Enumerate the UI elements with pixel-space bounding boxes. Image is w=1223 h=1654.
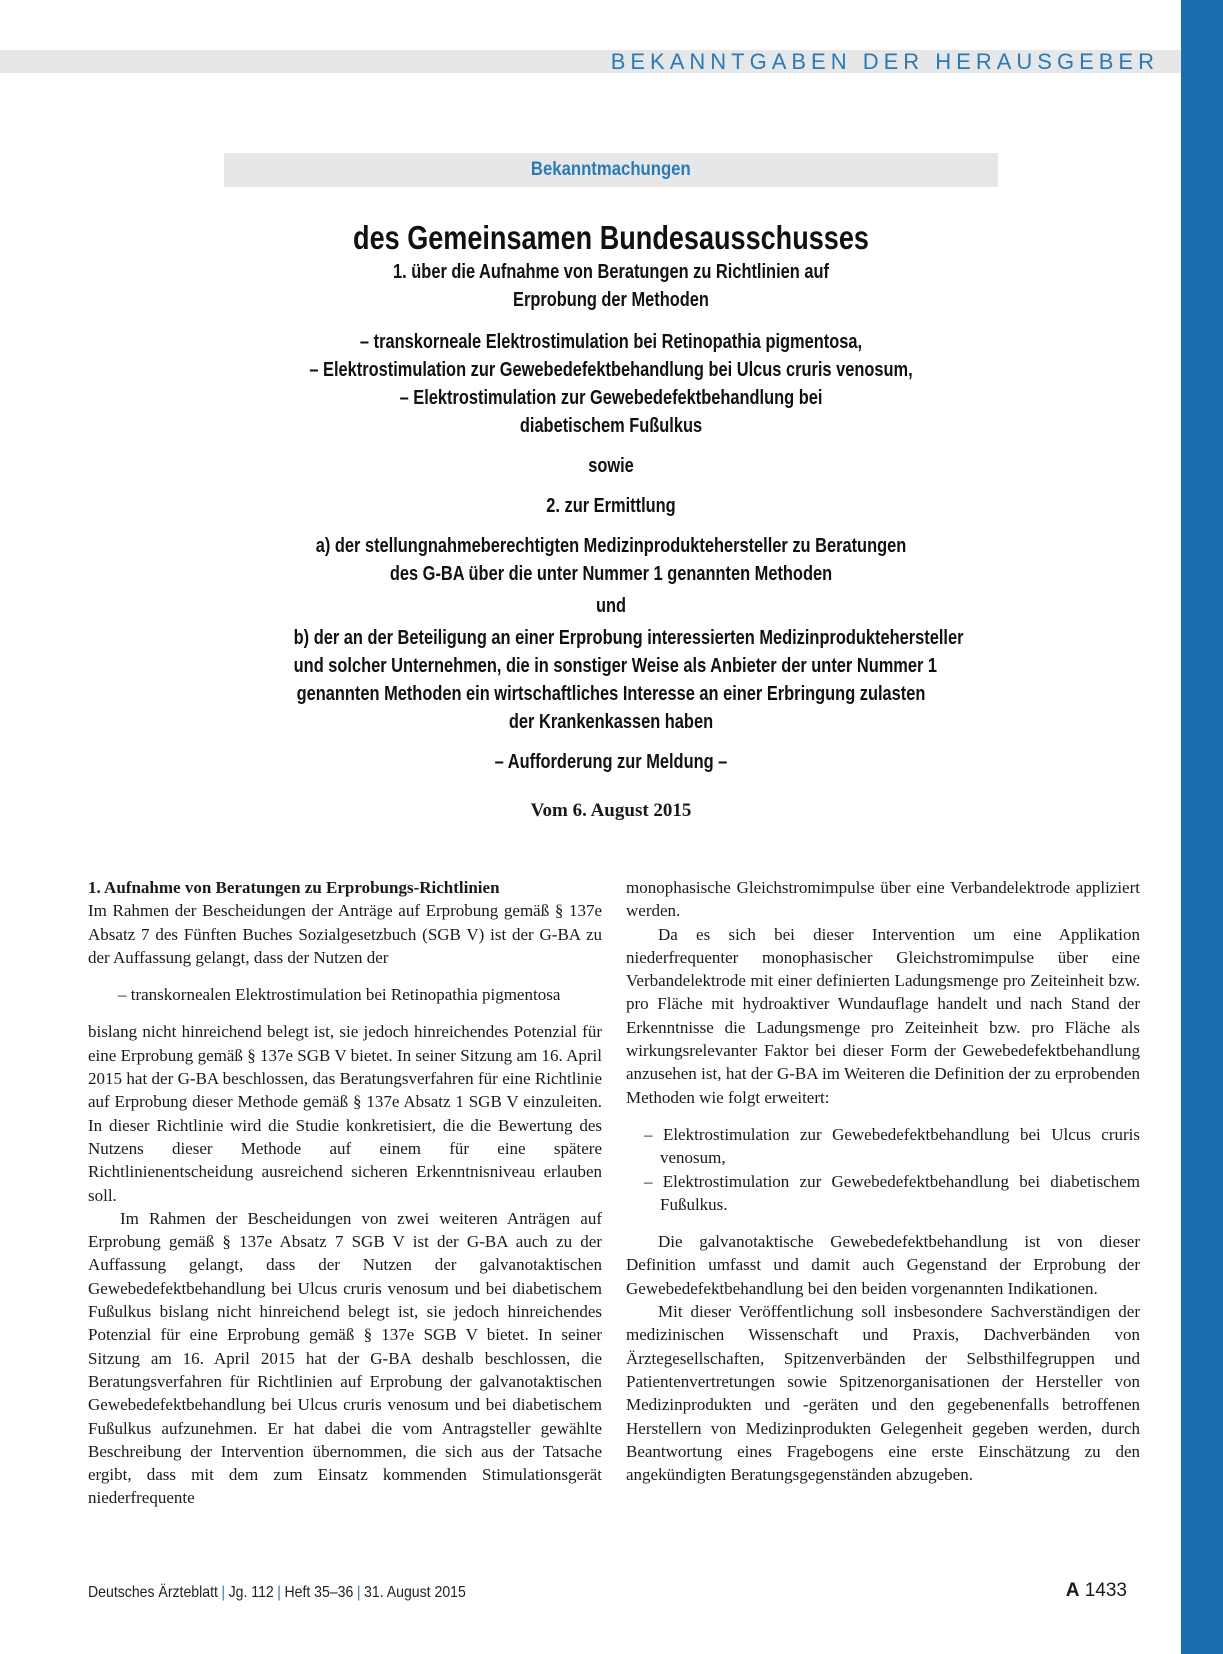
page-number-value: 1433 [1084,1580,1127,1601]
page-prefix: A [1065,1580,1080,1601]
headline-line: und [595,595,627,617]
headline-line: diabetischem Fußulkus [519,415,703,437]
paragraph: bislang nicht hinreichend belegt ist, sie jedoch hinreichendes Potenzial für eine Erprobung gemäß § 137e SGB V bietet. In seiner Sitzung am 16. April 2015 hat der G-BA beschlossen, das Beratungsverfahren für eine Richtlinie auf Erprobung dieser Methode gemäß § 137e Absatz 1 SGB V einzuleiten. In dieser Richtlinie wird die Studie konkretisiert, die die Bewertung des Nutzens dieser Methode auf einem für eine spätere Richtlinienentscheidung ausreichend sicheren Erkenntnisniveau erlauben soll. [88,1022,602,1205]
headline-line: – Aufforderung zur Meldung – [494,751,728,773]
headline-line: sowie [588,455,634,477]
footer-separator: | [277,1584,281,1601]
headline-line: genannten Methoden ein wirtschaftliches Interesse an einer Erbringung zulasten [296,683,926,705]
paragraph: monophasische Gleichstromimpulse über eine Verbandelektrode appliziert werden. [626,878,1140,921]
banner [224,153,998,187]
headline-line: des G-BA über die unter Nummer 1 genannten Methoden [389,563,833,585]
headline-line: der Krankenkassen haben [508,711,714,733]
document-title: des Gemeinsamen Bundesausschusses [353,219,869,256]
journal-issue: Heft 35–36 [284,1584,354,1601]
journal-name: Deutsches Ärzteblatt [88,1584,218,1601]
paragraph: Da es sich bei dieser Intervention um eine Applikation niederfrequenter monophasischer Gleichstromimpulse über eine Verbandelektrode mit einer definierten Ladungsmenge pro Zeiteinheit bzw. pro Fläche mit hydroaktiver Wundauflage handelt und nach Stand der Erkenntnisse die Ladungsmenge pro Zeiteinheit bzw. pro Fläche als wirkungsrelevanter Faktor bei dieser Form der Gewebedefektbehandlung anzusehen ist, hat der G-BA im Weiteren die Definition der zu erprobenden Methoden wie folgt erweitert: [626,924,1140,1107]
headline-line: 1. über die Aufnahme von Beratungen zu Richtlinien auf [393,261,829,283]
headline-line: – transkorneale Elektrostimulation bei Retinopathia pigmentosa, [359,331,863,353]
footer-citation [88,1584,517,1602]
publication-date: Vom 6. August 2015 [530,800,692,821]
headline-line: – Elektrostimulation zur Gewebedefektbehandlung bei Ulcus cruris venosum, [309,359,913,381]
left-column [88,876,602,1510]
footer-separator: | [221,1584,226,1601]
paragraph: Im Rahmen der Bescheidungen der Anträge auf Erprobung gemäß § 137e Absatz 7 des Fünften Buches Sozialgesetzbuch (SGB V) ist der G-BA zu der Auffassung gelangt, dass der Nutzen der [88,901,602,967]
dash-item: – transkornealen Elektrostimulation bei Retinopathia pigmentosa [118,985,561,1005]
page-number [1066,1580,1127,1602]
headline-line: b) der an der Beteiligung an einer Erprobung interessierten Medizinproduktehersteller [293,627,964,649]
section-header: BEKANNTGABEN DER HERAUSGEBER [610,49,1159,74]
list-item: – Elektrostimulation zur Gewebedefektbehandlung bei diabetischem Fußulkus. [644,1171,1140,1214]
side-color-bar [1181,0,1223,1654]
headline-block [224,258,998,776]
journal-volume: Jg. 112 [228,1584,274,1601]
headline-line: – Elektrostimulation zur Gewebedefektbehandlung bei [399,387,823,409]
banner-label: Bekanntmachungen [531,159,691,180]
headline-line: a) der stellungnahmeberechtigten Medizinproduktehersteller zu Beratungen [315,535,907,557]
headline-line: Erprobung der Methoden [513,289,709,311]
headline-line: 2. zur Ermittlung [546,495,676,517]
section-heading: 1. Aufnahme von Beratungen zu Erprobungs-Richtlinien [88,878,500,897]
paragraph: Im Rahmen der Bescheidungen von zwei weiteren Anträgen auf Erprobung gemäß § 137e Absatz 7 SGB V ist der G-BA auch zu der Auffassung gelangt, dass der Nutzen der galvanotaktischen Gewebedefektbehandlung bei Ulcus cruris venosum und bei diabetischem Fußulkus bislang nicht hinreichend belegt ist, sie jedoch hinreichendes Potenzial für eine Erprobung gemäß § 137e SGB V bietet. In seiner Sitzung am 16. April 2015 hat der G-BA deshalb beschlossen, die Beratungsverfahren für Richtlinien auf Erprobung der galvanotaktischen Gewebedefektbehandlung bei Ulcus cruris venosum und bei diabetischem Fußulkus aufzunehmen. Er hat dabei die vom Antragsteller gewählte Beschreibung der Intervention übernommen, die sich aus der Tatsache ergibt, dass mit dem zum Einsatz kommenden Stimulationsgerät niederfrequente [88,1208,602,1508]
paragraph: Die galvanotaktische Gewebedefektbehandlung ist von dieser Definition umfasst und damit auch Gegenstand der Erprobung der Gewebedefektbehandlung bei den beiden vorgenannten Indikationen. [626,1232,1140,1298]
journal-date: 31. August 2015 [364,1584,466,1601]
paragraph: Mit dieser Veröffentlichung soll insbesondere Sachverständigen der medizinischen Wissenschaft und Praxis, Dachverbänden von Ärztegesellschaften, Spitzenverbänden der Selbsthilfegruppen und Patientenvertretungen sowie Spitzenorganisationen der Hersteller von Medizinprodukten und -geräten und den gegebenenfalls betroffenen Herstellern von Medizinprodukten Gelegenheit gegeben werden, durch Beantwortung eines Fragebogens eine erste Einschätzung zu den angekündigten Beratungsgegenständen abzugeben. [626,1302,1140,1485]
right-column [626,876,1140,1486]
headline-line: und solcher Unternehmen, die in sonstiger Weise als Anbieter der unter Nummer 1 [293,655,938,677]
footer-separator: | [356,1584,361,1601]
list-item: – Elektrostimulation zur Gewebedefektbehandlung bei Ulcus cruris venosum, [644,1124,1140,1168]
